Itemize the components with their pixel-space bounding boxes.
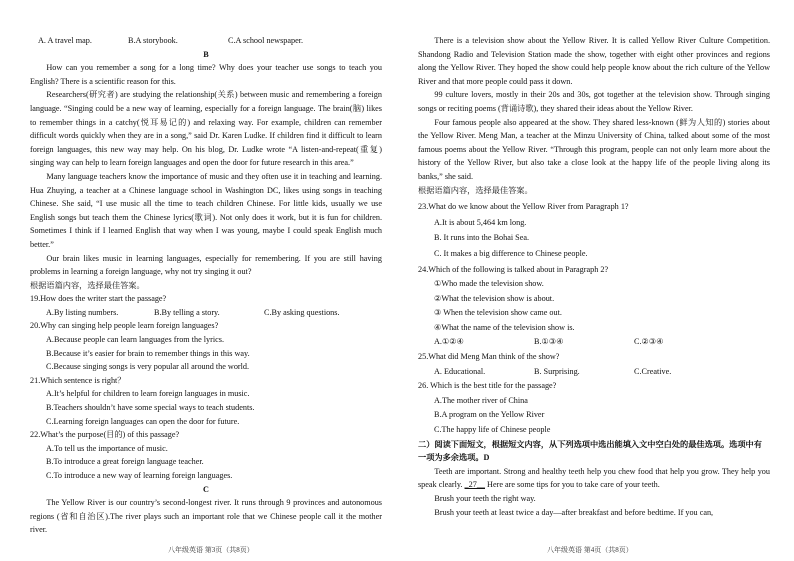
paragraph: The Yellow River is our country’s second-longest river. It runs through 9 provinces and autonomous regions (省和自治区).The river plays such an important role that we Chinese people call it the mother river. <box>30 498 382 535</box>
option[interactable]: A.To tell us the importance of music. <box>46 443 168 453</box>
option[interactable]: C.②③④ <box>634 337 664 347</box>
option[interactable]: C.To introduce a new way of learning foreign languages. <box>46 471 233 480</box>
option[interactable]: B.Because it’s easier for brain to remember things in this way. <box>46 348 250 358</box>
list-item: ④What the name of the television show is. <box>434 322 575 332</box>
option[interactable]: B.To introduce a great foreign language teacher. <box>46 457 204 467</box>
paragraph: Brush your teeth the right way. <box>434 494 536 503</box>
paragraph: There is a television show about the Yellow River. It is called Yellow River Culture Competition. Shandong Radio and Television Station made the show, together with eight other provinces and regions along the Yellow River. They hoped the show could help people know about the rich culture of the Yellow River and that more people could pass it down. <box>418 36 770 86</box>
paragraph: Many language teachers know the importance of music and they often use it in teaching and learning. Hua Zhuying, a teacher at a Chinese language school in Washington DC, likes using songs in teaching Chinese. She said, “I use music all the time to teach children Chinese. For little kids, usually we use English songs but teach them the Chinese lyrics(歌词). Not only does it work, but it is fun for children. Sometimes I think if I learned English that way when I was young, maybe I could speak English much better.” <box>30 171 382 249</box>
question-24: 24.Which of the following is talked about in Paragraph 2? <box>418 264 609 274</box>
option[interactable]: C.Because singing songs is very popular all around the world. <box>46 362 250 372</box>
option[interactable]: C. It makes a big difference to Chinese people. <box>434 248 588 258</box>
q25-options <box>418 365 770 379</box>
question-20: 20.Why can singing help people learn foreign languages? <box>30 321 219 331</box>
option[interactable]: A.It’s helpful for children to learn foreign languages in music. <box>46 389 250 399</box>
page-footer: 八年级英语 第4页（共8页） <box>547 546 633 554</box>
section-b-heading: B <box>203 49 209 59</box>
list-item: ②What the television show is about. <box>434 293 555 303</box>
paragraph: Researchers(研究者) are studying the relationship(关系) between music and remembering a foreign language. “Singing could be a new way of learning, especially for a foreign language. The brain(脑) likes to remember things in a catchy(悦耳易记的) and relaxing way. For example, children can remember difficult words quickly when they are in a song,” said Dr. Karen Ludke. If children find it difficult to learn foreign languages, this new way may help. On his blog, Dr. Ludke wrote “A listen-and-repeat(重复) singing way can help to learn foreign languages and open the door for future research in this area.” <box>30 90 382 168</box>
option[interactable]: B. Surprising. <box>534 366 580 376</box>
q19-options <box>30 306 382 320</box>
paragraph <box>418 465 770 492</box>
paragraph: How can you remember a song for a long time? Why does your teacher use songs to teach you English? There is a scientific reason for this. <box>30 63 382 86</box>
q24-options <box>418 335 770 349</box>
option[interactable]: C.Creative. <box>634 366 672 376</box>
paragraph: 99 culture lovers, mostly in their 20s and 30s, got together at the television show. Through singing songs or reciting poems (背诵诗歌), they shared their ideas about the Yellow River. <box>418 90 770 113</box>
option[interactable]: C.Learning foreign languages can open the door for future. <box>46 416 240 426</box>
option[interactable]: B.By telling a story. <box>154 307 220 317</box>
option: A. A travel map. <box>38 36 92 45</box>
left-page <box>30 34 382 561</box>
blank-27[interactable]: _27__ <box>464 480 485 490</box>
top-options <box>30 34 382 48</box>
question-25: 25.What did Meng Man think of the show? <box>418 352 560 362</box>
option[interactable]: A.By listing numbers. <box>46 307 119 317</box>
question-22: 22.What’s the purpose(目的) of this passage? <box>30 430 180 440</box>
question-19: 19.How does the writer start the passage? <box>30 294 167 304</box>
option[interactable]: A.①②④ <box>434 337 464 347</box>
section-c-heading: C <box>203 484 209 494</box>
instruction: 根据语篇内容，选择最佳答案。 <box>418 185 533 195</box>
option[interactable]: B.A program on the Yellow River <box>434 410 545 420</box>
page-footer: 八年级英语 第3页（共8页） <box>168 546 254 554</box>
option: B.A storybook. <box>128 36 178 45</box>
option: C.A school newspaper. <box>228 36 304 45</box>
question-26: 26. Which is the best title for the passage? <box>418 381 557 391</box>
question-21: 21.Which sentence is right？ <box>30 375 126 385</box>
section-two-heading: 二）阅读下面短文，根据短文内容，从下列选项中选出能填入文中空白处的最佳选项。选项中有一项为多余选项。D <box>418 439 762 463</box>
paragraph-text: Teeth are important. Strong and healthy teeth help you chew food that help you grow. They help you speak clearly. <box>418 466 770 490</box>
right-page <box>418 34 770 561</box>
question-23: 23.What do we know about the Yellow River from Paragraph 1? <box>418 202 629 212</box>
option[interactable]: A.The mother river of China <box>434 395 528 405</box>
option[interactable]: A.It is about 5,464 km long. <box>434 217 527 227</box>
list-item: ①Who made the television show. <box>434 279 544 289</box>
option[interactable]: C.The happy life of Chinese people <box>434 425 551 435</box>
option[interactable]: B.Teachers shouldn’t have some special ways to teach students. <box>46 403 255 413</box>
option[interactable]: B.①③④ <box>534 337 564 347</box>
option[interactable]: B. It runs into the Bohai Sea. <box>434 233 530 243</box>
list-item: ③ When the television show came out. <box>434 308 562 318</box>
paragraph: Our brain likes music in learning languages, especially for remembering. If you are still having problems in learning a foreign language, why not try singing it out? <box>30 253 382 277</box>
option[interactable]: C.By asking questions. <box>264 307 340 317</box>
paragraph-text: Here are some tips for you to take care of your teeth. <box>487 480 660 490</box>
paragraph: Brush your teeth at least twice a day—after breakfast and before bedtime. If you can, <box>434 507 714 517</box>
instruction: 根据语篇内容，选择最佳答案。 <box>30 280 145 290</box>
option[interactable]: A.Because people can learn languages from the lyrics. <box>46 335 225 345</box>
paragraph: Four famous people also appeared at the show. They shared less-known (鲜为人知的) stories about the Yellow River. Meng Man, a teacher at the Minzu University of China, talked about some of the most famous poems about the Yellow River. “Through this program, people can not only learn more about the history of the Yellow River, but also take a close look at the happy life of the people living along its banks,” she said. <box>418 117 770 181</box>
option[interactable]: A. Educational. <box>434 366 486 376</box>
